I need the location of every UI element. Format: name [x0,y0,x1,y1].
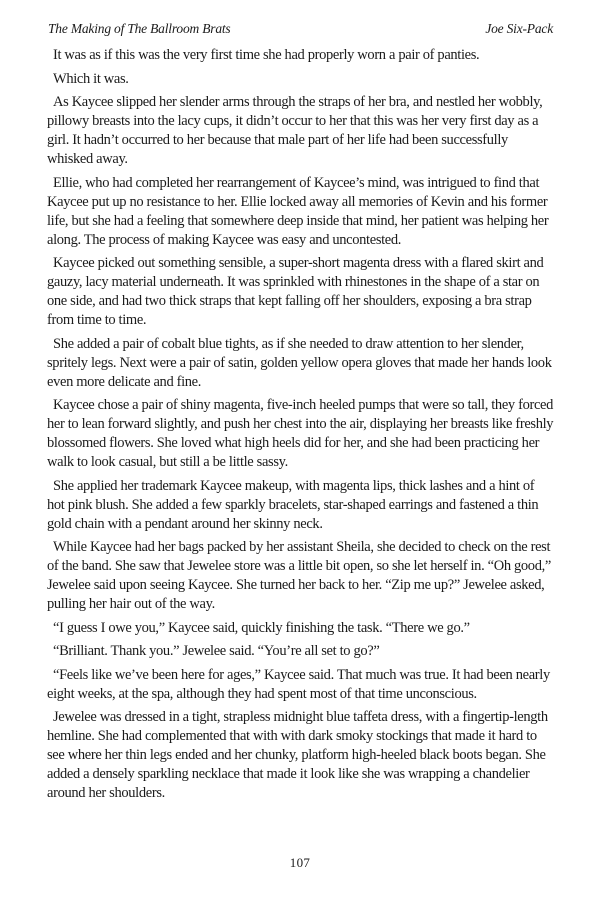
paragraph: She applied her trademark Kaycee makeup, with magenta lips, thick lashes and a hint of hot pink blush. She added a few sparkly bracelets, star-shaped earrings and fastened a thin gold chain with a pendant around her skinny neck. [47,477,539,532]
paragraph: Ellie, who had completed her rearrangement of Kaycee’s mind, was intrigued to find that Kaycee put up no resistance to her. Ellie locked away all memories of Kevin and his former life, but she had a feeling that somewhere deep inside that mind, her patient was helping her along. The process of making Kaycee was easy and uncontested. [47,174,549,248]
page-number: 107 [289,855,311,870]
paragraph: While Kaycee had her bags packed by her assistant Sheila, she decided to check on the rest of the band. She saw that Jewelee store was a little bit open, so she let herself in. “Oh good,” Jewelee said upon seeing Kaycee. She turned her back to her. “Zip me up?” Jewelee asked, pulling her hair out of the way. [47,539,551,612]
paragraph: As Kaycee slipped her slender arms through the straps of her bra, and nestled her wobbly, pillowy breasts into the lacy cups, it didn’t occur to her that this was her very first day as a girl. It hadn’t occurred to her because that male part of her life had been successfully whisked away. [47,94,543,167]
paragraph: Which it was. [53,70,129,87]
paragraph: “Feels like we’ve been here for ages,” Kaycee said. That much was true. It had been nearly eight weeks, at the spa, although they had spent most of that time unconscious. [47,666,550,702]
page-footer [0,855,600,871]
paragraph: It was as if this was the very first time she had properly worn a pair of panties. [53,47,480,63]
paragraph: “Brilliant. Thank you.” Jewelee said. “You’re all set to go?” [53,643,380,659]
book-title: The Making of The Ballroom Brats [48,21,231,36]
running-header [48,21,553,37]
paragraph: Kaycee chose a pair of shiny magenta, five-inch heeled pumps that were so tall, they forced her to lean forward slightly, and push her chest into the air, displaying her breasts like freshly blossomed flowers. She loved what high heels did for her, and she had been practicing her walk to look casual, but still a be little sassy. [47,397,554,470]
paragraph: Jewelee was dressed in a tight, strapless midnight blue taffeta dress, with a fingertip-length hemline. She had complemented that with with dark smoky stockings that made it hard to see where her thin legs ended and her chunky, platform high-heeled black boots began. She added a densely sparkling necklace that made it look like she was wrapping a chandelier around her shoulders. [47,709,548,801]
paragraph: Kaycee picked out something sensible, a super-short magenta dress with a flared skirt and gauzy, lacy material underneath. It was sprinkled with rhinestones in the shape of a star on one side, and had two thick straps that kept falling off her shoulders, exposing a bra strap from time to time. [47,255,544,328]
page-body-text [47,46,554,808]
author-name: Joe Six-Pack [485,21,553,36]
paragraph: She added a pair of cobalt blue tights, as if she needed to draw attention to her slender, spritely legs. Next were a pair of satin, golden yellow opera gloves that made her hands look even more delicate and fine. [47,335,552,390]
paragraph: “I guess I owe you,” Kaycee said, quickly finishing the task. “There we go.” [53,619,470,636]
